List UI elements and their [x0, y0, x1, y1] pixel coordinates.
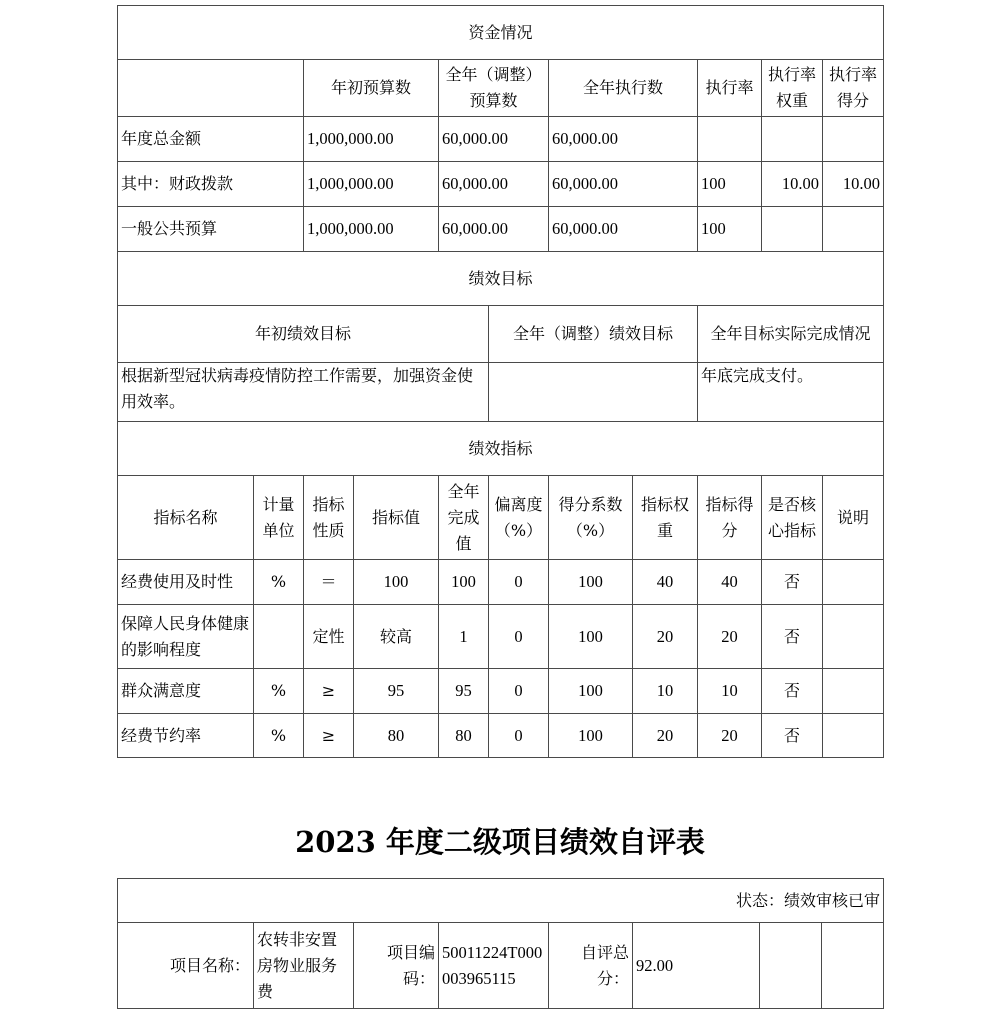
ind-weight: 10: [633, 669, 698, 714]
ind-weight: 20: [633, 605, 698, 669]
funds-header-initial: 年初预算数: [304, 60, 439, 117]
ind-note: [823, 560, 884, 605]
goal-actual-text: 年底完成支付。: [698, 363, 884, 422]
goals-section-title: 绩效目标: [118, 252, 884, 306]
funds-row-label: 一般公共预算: [118, 207, 304, 252]
funds-section-title: 资金情况: [118, 6, 884, 60]
status-cell: [118, 879, 884, 923]
ind-actual: 1: [439, 605, 489, 669]
funds-weight: [762, 207, 823, 252]
status-value: 绩效审核已审: [784, 890, 881, 910]
project-code-label: 项目编码：: [354, 923, 439, 1009]
ind-actual: 80: [439, 714, 489, 758]
blank-cell: [822, 923, 884, 1009]
funds-header-adjusted: 全年（调整）预算数: [439, 60, 549, 117]
ind-actual: 95: [439, 669, 489, 714]
ind-nature: 定性: [304, 605, 354, 669]
funds-row-label: 年度总金额: [118, 117, 304, 162]
funds-executed: 60,000.00: [549, 207, 698, 252]
ind-note: [823, 714, 884, 758]
funds-header-rate: 执行率: [698, 60, 762, 117]
performance-table: [117, 5, 884, 758]
funds-header-score: 执行率得分: [823, 60, 884, 117]
self-score-label: 自评总分：: [549, 923, 633, 1009]
funds-adjusted: 60,000.00: [439, 117, 549, 162]
ind-note: [823, 669, 884, 714]
ind-core: 否: [762, 560, 823, 605]
project-code-value: 50011224T000003965115: [439, 923, 549, 1009]
funds-adjusted: 60,000.00: [439, 207, 549, 252]
ind-unit: [254, 605, 304, 669]
ind-name: 群众满意度: [118, 669, 254, 714]
funds-score: 10.00: [823, 162, 884, 207]
ind-score: 40: [698, 560, 762, 605]
funds-header-executed: 全年执行数: [549, 60, 698, 117]
ind-coef: 100: [549, 714, 633, 758]
ind-deviation: 0: [489, 669, 549, 714]
ind-header-target: 指标值: [354, 476, 439, 560]
indicator-row: [118, 560, 884, 605]
project-table: [117, 878, 884, 1009]
funds-initial: 1,000,000.00: [304, 207, 439, 252]
funds-executed: 60,000.00: [549, 162, 698, 207]
funds-score: [823, 207, 884, 252]
indicators-section-title: 绩效指标: [118, 422, 884, 476]
funds-row-label: 其中：财政拨款: [118, 162, 304, 207]
ind-nature: ＝: [304, 560, 354, 605]
ind-deviation: 0: [489, 560, 549, 605]
ind-header-name: 指标名称: [118, 476, 254, 560]
funds-initial: 1,000,000.00: [304, 162, 439, 207]
funds-row: [118, 207, 884, 252]
funds-score: [823, 117, 884, 162]
ind-score: 20: [698, 714, 762, 758]
ind-note: [823, 605, 884, 669]
ind-unit: %: [254, 560, 304, 605]
funds-row: [118, 162, 884, 207]
indicator-row: [118, 605, 884, 669]
ind-header-unit: 计量单位: [254, 476, 304, 560]
ind-core: 否: [762, 605, 823, 669]
goals-header-initial: 年初绩效目标: [118, 306, 489, 363]
ind-core: 否: [762, 714, 823, 758]
goals-header-actual: 全年目标实际完成情况: [698, 306, 884, 363]
ind-header-deviation: 偏离度（%）: [489, 476, 549, 560]
ind-deviation: 0: [489, 714, 549, 758]
goals-header-adjusted: 全年（调整）绩效目标: [489, 306, 698, 363]
project-name-value: 农转非安置房物业服务费: [254, 923, 354, 1009]
ind-coef: 100: [549, 560, 633, 605]
goal-initial-text: 根据新型冠状病毒疫情防控工作需要，加强资金使用效率。: [118, 363, 489, 422]
ind-weight: 40: [633, 560, 698, 605]
ind-score: 20: [698, 605, 762, 669]
ind-core: 否: [762, 669, 823, 714]
page-title: 2023 年度二级项目绩效自评表: [295, 825, 705, 859]
ind-header-nature: 指标性质: [304, 476, 354, 560]
funds-rate: 100: [698, 207, 762, 252]
funds-executed: 60,000.00: [549, 117, 698, 162]
funds-rate: [698, 117, 762, 162]
ind-name: 保障人民身体健康的影响程度: [118, 605, 254, 669]
ind-deviation: 0: [489, 605, 549, 669]
project-name-label: 项目名称：: [118, 923, 254, 1009]
funds-weight: 10.00: [762, 162, 823, 207]
ind-coef: 100: [549, 605, 633, 669]
ind-nature: ≥: [304, 669, 354, 714]
indicator-row: [118, 669, 884, 714]
funds-rate: 100: [698, 162, 762, 207]
ind-target: 80: [354, 714, 439, 758]
ind-header-core: 是否核心指标: [762, 476, 823, 560]
ind-header-note: 说明: [823, 476, 884, 560]
self-score-value: 92.00: [633, 923, 760, 1009]
status-label: 状态：: [736, 890, 785, 910]
ind-weight: 20: [633, 714, 698, 758]
ind-target: 较高: [354, 605, 439, 669]
funds-header-blank: [118, 60, 304, 117]
ind-header-coef: 得分系数（%）: [549, 476, 633, 560]
funds-adjusted: 60,000.00: [439, 162, 549, 207]
ind-target: 95: [354, 669, 439, 714]
indicator-row: [118, 714, 884, 758]
ind-target: 100: [354, 560, 439, 605]
funds-initial: 1,000,000.00: [304, 117, 439, 162]
ind-header-weight: 指标权重: [633, 476, 698, 560]
ind-header-actual: 全年完成值: [439, 476, 489, 560]
ind-coef: 100: [549, 669, 633, 714]
funds-header-weight: 执行率权重: [762, 60, 823, 117]
ind-name: 经费节约率: [118, 714, 254, 758]
ind-header-score: 指标得分: [698, 476, 762, 560]
goal-adjusted-text: [489, 363, 698, 422]
ind-actual: 100: [439, 560, 489, 605]
funds-row: [118, 117, 884, 162]
ind-score: 10: [698, 669, 762, 714]
ind-unit: %: [254, 669, 304, 714]
ind-nature: ≥: [304, 714, 354, 758]
funds-weight: [762, 117, 823, 162]
ind-unit: %: [254, 714, 304, 758]
ind-name: 经费使用及时性: [118, 560, 254, 605]
blank-cell: [760, 923, 822, 1009]
